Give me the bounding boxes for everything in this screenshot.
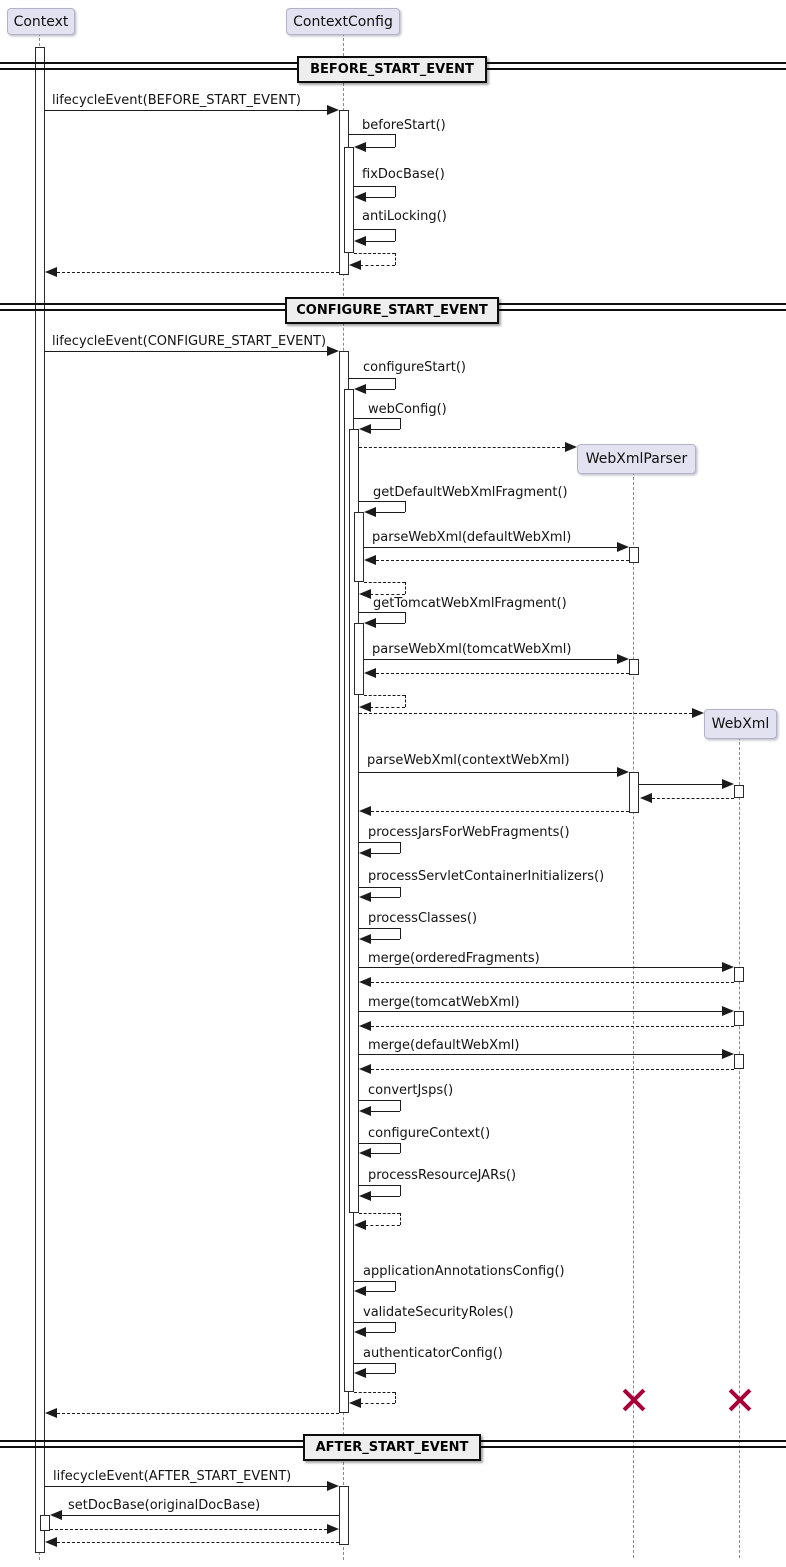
message-label: convertJsps() — [368, 1083, 454, 1098]
arrowhead-left — [45, 267, 57, 277]
arrowhead-left — [354, 384, 366, 394]
self-loop-side — [400, 887, 401, 897]
arrowhead-left — [359, 1064, 371, 1074]
self-loop-bottom — [365, 1291, 395, 1292]
return-arrow-line — [50, 1529, 327, 1530]
return-arrow-line — [371, 982, 734, 983]
destroy-x-icon-webxml — [727, 1387, 753, 1413]
self-loop-side — [400, 928, 401, 939]
self-loop-side — [405, 612, 406, 623]
arrowhead-left — [45, 1408, 57, 1418]
return-arrow-line — [57, 1413, 339, 1414]
self-loop-side — [400, 1185, 401, 1196]
self-loop-top — [359, 612, 405, 613]
call-arrow-line — [364, 659, 617, 660]
activation-webxml-merge2 — [734, 1011, 744, 1026]
activation-parser-default — [629, 547, 639, 563]
arrowhead-left — [359, 806, 371, 816]
message-label: processClasses() — [368, 911, 478, 926]
lifeline-webxml — [739, 737, 740, 1558]
self-loop-top — [359, 887, 400, 888]
self-loop-side — [395, 1322, 396, 1332]
message-label: configureStart() — [363, 360, 466, 375]
self-loop-top — [354, 186, 395, 187]
divider-label: BEFORE_START_EVENT — [310, 62, 474, 77]
self-loop-bottom — [370, 897, 400, 898]
participant-webxml — [704, 709, 777, 739]
activation-webxml-parse — [734, 785, 744, 798]
self-loop-side — [395, 186, 396, 197]
return-arrow-line — [371, 1069, 734, 1070]
message-label: webConfig() — [368, 402, 447, 417]
self-loop-top — [359, 1185, 400, 1186]
call-arrow-line — [359, 772, 617, 773]
self-loop-side — [405, 501, 406, 512]
message-label: parseWebXml(tomcatWebXml) — [372, 642, 572, 657]
divider-label-box — [297, 56, 487, 83]
arrowhead-left — [364, 618, 376, 628]
arrowhead-left — [354, 192, 366, 202]
activation-after — [339, 1486, 349, 1545]
arrowhead-right — [617, 654, 629, 664]
return-loop-side — [395, 253, 396, 265]
participant-label: Context — [13, 13, 69, 30]
arrowhead-left — [359, 1148, 371, 1158]
return-loop-bottom — [370, 707, 405, 708]
message-label: configureContext() — [368, 1126, 491, 1141]
arrowhead-right — [327, 1481, 339, 1491]
return-loop-side — [395, 1392, 396, 1403]
self-loop-top — [349, 134, 395, 135]
destroy-x-icon-webxmlparser — [621, 1387, 647, 1413]
arrowhead-right — [722, 779, 734, 789]
activation-parser-tomcat — [629, 659, 639, 675]
message-label: merge(tomcatWebXml) — [368, 995, 520, 1010]
self-loop-bottom — [365, 241, 395, 242]
self-loop-top — [354, 229, 395, 230]
participant-contextconfig — [286, 8, 400, 35]
participant-webxmlparser — [577, 444, 696, 474]
return-arrow-line — [57, 272, 339, 273]
self-loop-top — [354, 1363, 395, 1364]
arrowhead-left — [364, 507, 376, 517]
return-loop-top — [354, 253, 395, 254]
activation-gettomcatfragment — [354, 623, 364, 695]
message-label: authenticatorConfig() — [363, 1346, 503, 1361]
message-label: getTomcatWebXmlFragment() — [373, 596, 567, 611]
return-loop-bottom — [360, 265, 395, 266]
self-loop-side — [400, 1100, 401, 1111]
participant-label: ContextConfig — [293, 13, 393, 30]
self-loop-bottom — [365, 389, 395, 390]
message-label: lifecycleEvent(BEFORE_START_EVENT) — [52, 93, 301, 108]
self-loop-side — [395, 378, 396, 389]
self-loop-side — [395, 229, 396, 241]
message-label: antiLocking() — [362, 209, 447, 224]
arrowhead-left — [359, 589, 371, 599]
self-loop-bottom — [370, 1196, 400, 1197]
call-arrow-line — [359, 1054, 722, 1055]
self-loop-bottom — [370, 1111, 400, 1112]
divider-label-box — [303, 1434, 481, 1461]
self-loop-top — [354, 418, 400, 419]
arrowhead-right — [722, 1006, 734, 1016]
return-loop-side — [405, 695, 406, 707]
self-loop-top — [354, 1281, 395, 1282]
self-loop-top — [359, 501, 405, 502]
self-loop-bottom — [370, 1153, 400, 1154]
arrowhead-left — [359, 934, 371, 944]
divider-label: AFTER_START_EVENT — [315, 1440, 469, 1455]
message-label: parseWebXml(contextWebXml) — [367, 753, 570, 768]
arrowhead-left — [349, 260, 361, 270]
self-loop-bottom — [370, 939, 400, 940]
self-loop-top — [359, 928, 400, 929]
return-arrow-line — [371, 811, 629, 812]
divider-label: CONFIGURE_START_EVENT — [296, 303, 488, 318]
message-label: merge(defaultWebXml) — [368, 1038, 520, 1053]
create-arrow-line — [359, 713, 692, 714]
arrowhead-left — [354, 1220, 366, 1230]
divider-label-box — [285, 297, 499, 324]
arrowhead-right — [722, 1049, 734, 1059]
return-arrow-line — [57, 1542, 339, 1543]
self-loop-side — [395, 1363, 396, 1373]
arrowhead-left — [364, 555, 376, 565]
arrowhead-right — [692, 708, 704, 718]
arrowhead-left — [349, 1398, 361, 1408]
message-label: processServletContainerInitializers() — [368, 869, 605, 884]
self-loop-side — [400, 1143, 401, 1153]
self-loop-top — [359, 1143, 400, 1144]
self-loop-top — [359, 842, 400, 843]
arrowhead-left — [359, 424, 371, 434]
arrowhead-right — [327, 1524, 339, 1534]
arrowhead-right — [617, 767, 629, 777]
arrowhead-left — [640, 793, 652, 803]
arrowhead-left — [359, 1021, 371, 1031]
arrowhead-left — [45, 1537, 57, 1547]
arrowhead-left — [359, 1191, 371, 1201]
message-label: validateSecurityRoles() — [363, 1305, 514, 1320]
message-label: lifecycleEvent(AFTER_START_EVENT) — [53, 1469, 292, 1484]
self-loop-bottom — [365, 147, 395, 148]
call-arrow-line — [45, 351, 328, 352]
arrowhead-left — [354, 1286, 366, 1296]
return-loop-top — [354, 1392, 395, 1393]
arrowhead-right — [617, 542, 629, 552]
call-arrow-line — [359, 1011, 722, 1012]
self-loop-bottom — [365, 1373, 395, 1374]
message-label: processResourceJARs() — [368, 1168, 517, 1183]
activation-getdefaultfragment — [354, 512, 364, 582]
participant-context — [7, 8, 75, 35]
self-loop-top — [349, 378, 395, 379]
self-loop-bottom — [365, 1332, 395, 1333]
activation-context-main — [35, 47, 45, 1553]
return-loop-side — [405, 582, 406, 594]
self-loop-bottom — [375, 623, 405, 624]
self-loop-bottom — [370, 853, 400, 854]
message-label: getDefaultWebXmlFragment() — [373, 485, 568, 500]
arrowhead-left — [354, 1327, 366, 1337]
nested-call-line — [639, 784, 722, 785]
arrowhead-left — [359, 977, 371, 987]
return-arrow-line — [376, 673, 629, 674]
message-label: setDocBase(originalDocBase) — [68, 1498, 261, 1513]
return-arrow-line — [376, 560, 629, 561]
nested-return-line — [652, 798, 734, 799]
self-loop-side — [395, 1281, 396, 1291]
arrowhead-left — [359, 848, 371, 858]
arrowhead-right — [565, 442, 577, 452]
return-loop-bottom — [360, 1403, 395, 1404]
return-arrow-line — [371, 1026, 734, 1027]
activation-webxml-merge3 — [734, 1054, 744, 1069]
message-label: merge(orderedFragments) — [368, 951, 540, 966]
arrowhead-left — [359, 892, 371, 902]
self-loop-side — [395, 134, 396, 147]
self-loop-side — [400, 842, 401, 853]
arrowhead-left — [354, 1368, 366, 1378]
return-loop-bottom — [365, 1225, 400, 1226]
return-loop-top — [359, 1213, 400, 1214]
call-arrow-line — [364, 547, 617, 548]
return-loop-top — [364, 695, 405, 696]
call-arrow-line — [359, 967, 722, 968]
message-label: parseWebXml(defaultWebXml) — [372, 530, 572, 545]
arrowhead-left — [354, 142, 366, 152]
arrowhead-left — [359, 702, 371, 712]
create-arrow-line — [359, 447, 565, 448]
activation-context-setdocbase — [40, 1515, 50, 1531]
return-loop-side — [400, 1213, 401, 1225]
arrowhead-left — [50, 1510, 62, 1520]
message-label: applicationAnnotationsConfig() — [363, 1264, 565, 1279]
arrowhead-right — [327, 346, 339, 356]
arrowhead-left — [354, 236, 366, 246]
call-arrow-line — [62, 1515, 339, 1516]
participant-label: WebXml — [711, 716, 770, 732]
arrowhead-left — [359, 1106, 371, 1116]
self-loop-top — [359, 1100, 400, 1101]
self-loop-side — [400, 418, 401, 429]
message-label: lifecycleEvent(CONFIGURE_START_EVENT) — [52, 334, 327, 349]
activation-webxml-merge1 — [734, 967, 744, 982]
self-loop-bottom — [365, 197, 395, 198]
return-loop-bottom — [370, 594, 405, 595]
self-loop-top — [354, 1322, 395, 1323]
return-loop-top — [364, 582, 405, 583]
arrowhead-left — [364, 668, 376, 678]
call-arrow-line — [45, 1486, 328, 1487]
arrowhead-right — [327, 105, 339, 115]
message-label: fixDocBase() — [362, 167, 445, 182]
self-loop-bottom — [375, 512, 405, 513]
message-label: beforeStart() — [362, 118, 446, 133]
participant-label: WebXmlParser — [585, 451, 688, 467]
activation-parser-context — [629, 772, 639, 813]
self-loop-bottom — [370, 429, 400, 430]
activation-before-inner — [344, 147, 354, 253]
arrowhead-right — [722, 962, 734, 972]
call-arrow-line — [45, 110, 328, 111]
message-label: processJarsForWebFragments() — [368, 825, 570, 840]
